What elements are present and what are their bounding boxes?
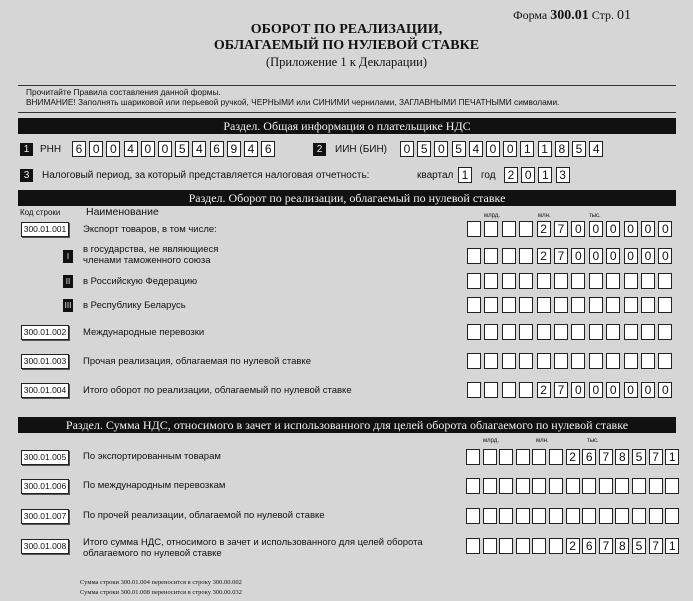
digit-cell[interactable]: 0 xyxy=(606,382,620,398)
title-line-1: ОБОРОТ ПО РЕАЛИЗАЦИИ, xyxy=(250,22,443,37)
note-line-1: Прочитайте Правила составления данной формы. xyxy=(26,87,221,97)
digit-cell[interactable] xyxy=(519,382,533,398)
digit-cell[interactable] xyxy=(516,478,530,494)
unit-mln: млн. xyxy=(536,438,549,444)
digit-cell[interactable]: 4 xyxy=(589,141,603,157)
digit-cell[interactable] xyxy=(554,324,568,340)
digit-cell[interactable] xyxy=(632,508,646,524)
digit-cell[interactable]: 0 xyxy=(434,141,448,157)
digit-cell[interactable] xyxy=(624,297,638,313)
digit-cell[interactable] xyxy=(571,324,585,340)
digit-cell[interactable] xyxy=(537,324,551,340)
year-label: год xyxy=(481,170,496,181)
form-label: Форма xyxy=(513,8,548,22)
digit-cell[interactable] xyxy=(483,508,497,524)
code-column-header: Код строки xyxy=(20,208,61,217)
digit-cell[interactable] xyxy=(467,248,481,264)
page-label: Стр. xyxy=(591,8,614,22)
digit-cell[interactable] xyxy=(582,478,596,494)
digit-cell[interactable] xyxy=(532,478,546,494)
title-line-2: ОБЛАГАЕМЫЙ ПО НУЛЕВОЙ СТАВКЕ xyxy=(213,38,480,53)
digit-cell[interactable]: 2 xyxy=(566,538,580,554)
row-name: членами таможенного союза xyxy=(83,255,211,266)
digit-cell[interactable]: 6 xyxy=(210,141,224,157)
digit-cell[interactable]: 2 xyxy=(537,221,551,237)
digit-cell[interactable] xyxy=(484,273,498,289)
digit-cell[interactable] xyxy=(502,297,516,313)
digit-cell[interactable]: 7 xyxy=(554,248,568,264)
digit-cell[interactable] xyxy=(658,324,672,340)
digit-cell[interactable]: 8 xyxy=(615,538,629,554)
digit-cell[interactable] xyxy=(484,221,498,237)
digit-cell[interactable] xyxy=(649,508,663,524)
footer-note-1: Сумма строки 300.01.004 переносится в строку 300.00.002 xyxy=(80,579,242,586)
divider xyxy=(18,85,676,86)
digit-cell[interactable]: 0 xyxy=(658,221,672,237)
digit-cell[interactable] xyxy=(554,297,568,313)
digit-cell[interactable] xyxy=(467,382,481,398)
row-roman-number: II xyxy=(63,275,73,288)
digit-cell[interactable] xyxy=(549,478,563,494)
digit-cell[interactable] xyxy=(589,353,603,369)
digit-cell[interactable]: 0 xyxy=(89,141,103,157)
digit-cell[interactable] xyxy=(483,478,497,494)
digit-cell[interactable]: 0 xyxy=(486,141,500,157)
digit-cell[interactable] xyxy=(484,353,498,369)
row-name: Прочая реализация, облагаемая по нулевой ставке xyxy=(83,356,311,367)
digit-cell[interactable]: 0 xyxy=(589,382,603,398)
row-name: облагаемого по нулевой ставке xyxy=(83,548,222,559)
digit-cell[interactable] xyxy=(466,508,480,524)
digit-cell[interactable] xyxy=(615,478,629,494)
digit-cell[interactable] xyxy=(519,353,533,369)
digit-cell[interactable] xyxy=(519,248,533,264)
unit-mlrd: млрд. xyxy=(484,213,500,219)
unit-tys: тыс. xyxy=(587,438,599,444)
digit-cell[interactable]: 0 xyxy=(571,382,585,398)
digit-cell[interactable] xyxy=(606,324,620,340)
digit-cell[interactable] xyxy=(467,273,481,289)
row-name: в государства, не являющиеся xyxy=(83,244,219,255)
digit-cell[interactable]: 7 xyxy=(599,538,613,554)
row-name: По международным перевозкам xyxy=(83,480,226,491)
digit-cell[interactable] xyxy=(502,248,516,264)
digit-cell[interactable] xyxy=(483,538,497,554)
digit-cell[interactable] xyxy=(532,449,546,465)
digit-cell[interactable]: 2 xyxy=(504,167,518,183)
unit-mlrd: млрд. xyxy=(483,438,499,444)
digit-cell[interactable] xyxy=(502,324,516,340)
digit-cell[interactable] xyxy=(499,508,513,524)
digit-cell[interactable]: 0 xyxy=(571,221,585,237)
digit-cell[interactable] xyxy=(589,273,603,289)
digit-cell[interactable]: 0 xyxy=(589,248,603,264)
row-roman-number: I xyxy=(63,250,73,263)
form-number-value: 300.01 xyxy=(550,8,589,23)
digit-cell[interactable] xyxy=(624,353,638,369)
digit-cell[interactable]: 6 xyxy=(261,141,275,157)
digit-cell[interactable]: 2 xyxy=(566,449,580,465)
row-name: в Российскую Федерацию xyxy=(83,276,198,287)
digit-cell[interactable] xyxy=(566,478,580,494)
quarter-input[interactable]: 1 xyxy=(458,167,472,183)
digit-cell[interactable] xyxy=(549,538,563,554)
digit-cell[interactable]: 0 xyxy=(658,382,672,398)
digit-cell[interactable] xyxy=(519,221,533,237)
row-code: 300.01.003 xyxy=(21,354,69,369)
digit-cell[interactable]: 0 xyxy=(624,382,638,398)
field-number-1: 1 xyxy=(20,143,33,156)
digit-cell[interactable] xyxy=(589,297,603,313)
unit-mln: млн. xyxy=(538,213,551,219)
digit-cell[interactable] xyxy=(632,478,646,494)
digit-cell[interactable] xyxy=(484,297,498,313)
digit-cell[interactable] xyxy=(566,508,580,524)
digit-cell[interactable] xyxy=(467,324,481,340)
digit-cell[interactable] xyxy=(532,538,546,554)
row-code: 300.01.006 xyxy=(21,479,69,494)
digit-cell[interactable]: 0 xyxy=(624,248,638,264)
digit-cell[interactable] xyxy=(641,297,655,313)
row-name: Итого оборот по реализации, облагаемый по нулевой ставке xyxy=(83,385,352,396)
digit-cell[interactable]: 0 xyxy=(503,141,517,157)
digit-cell[interactable]: 5 xyxy=(452,141,466,157)
digit-cell[interactable]: 4 xyxy=(244,141,258,157)
digit-cell[interactable]: 2 xyxy=(537,382,551,398)
row-name: Экспорт товаров, в том числе: xyxy=(83,224,217,235)
digit-cell[interactable] xyxy=(499,478,513,494)
digit-cell[interactable] xyxy=(549,508,563,524)
digit-cell[interactable]: 0 xyxy=(589,221,603,237)
digit-cell[interactable] xyxy=(649,478,663,494)
digit-cell[interactable] xyxy=(537,353,551,369)
digit-cell[interactable] xyxy=(641,353,655,369)
digit-cell[interactable]: 1 xyxy=(520,141,534,157)
subtitle: (Приложение 1 к Декларации) xyxy=(265,55,428,69)
field-number-3: 3 xyxy=(20,169,33,182)
digit-cell[interactable]: 0 xyxy=(106,141,120,157)
digit-cell[interactable] xyxy=(549,449,563,465)
row-name: Международные перевозки xyxy=(83,327,205,338)
digit-cell[interactable] xyxy=(658,273,672,289)
digit-cell[interactable] xyxy=(554,353,568,369)
digit-cell[interactable]: 5 xyxy=(417,141,431,157)
section-vat-header: Раздел. Сумма НДС, относимого в зачет и использованного для целей оборота облагаемого по нулевой ставке xyxy=(18,417,676,433)
row-name: По прочей реализации, облагаемой по нулевой ставке xyxy=(83,510,325,521)
quarter-label: квартал xyxy=(417,170,454,181)
digit-cell[interactable] xyxy=(519,324,533,340)
digit-cell[interactable] xyxy=(589,324,603,340)
digit-cell[interactable]: 3 xyxy=(556,167,570,183)
digit-cell[interactable]: 5 xyxy=(175,141,189,157)
digit-cell[interactable] xyxy=(606,297,620,313)
digit-cell[interactable] xyxy=(532,508,546,524)
digit-cell[interactable] xyxy=(641,324,655,340)
digit-cell[interactable] xyxy=(599,478,613,494)
row-code: 300.01.002 xyxy=(21,325,69,340)
digit-cell[interactable] xyxy=(615,508,629,524)
digit-cell[interactable] xyxy=(466,449,480,465)
digit-cell[interactable] xyxy=(606,273,620,289)
digit-cell[interactable] xyxy=(467,297,481,313)
digit-cell[interactable] xyxy=(665,508,679,524)
digit-cell[interactable]: 8 xyxy=(555,141,569,157)
iin-label: ИИН (БИН) xyxy=(335,144,388,155)
period-label: Налоговый период, за который представляется налоговая отчетность: xyxy=(42,170,370,181)
digit-cell[interactable] xyxy=(466,538,480,554)
digit-cell[interactable] xyxy=(582,508,596,524)
row-code: 300.01.007 xyxy=(21,509,69,524)
digit-cell[interactable] xyxy=(624,324,638,340)
digit-cell[interactable] xyxy=(519,273,533,289)
digit-cell[interactable] xyxy=(516,508,530,524)
digit-cell[interactable] xyxy=(502,273,516,289)
digit-cell[interactable]: 0 xyxy=(658,248,672,264)
row-code: 300.01.004 xyxy=(21,383,69,398)
digit-cell[interactable]: 2 xyxy=(537,248,551,264)
digit-cell[interactable] xyxy=(499,449,513,465)
digit-cell[interactable] xyxy=(554,273,568,289)
note-line-2: ВНИМАНИЕ! Заполнять шариковой или перьевой ручкой, ЧЕРНЫМИ или СИНИМИ чернилами, ЗАГЛАВНЫМИ ПЕЧАТНЫМИ символами. xyxy=(26,97,560,107)
digit-cell[interactable]: 7 xyxy=(554,221,568,237)
digit-cell[interactable] xyxy=(502,353,516,369)
digit-cell[interactable]: 0 xyxy=(606,221,620,237)
digit-cell[interactable] xyxy=(466,478,480,494)
digit-cell[interactable]: 0 xyxy=(141,141,155,157)
digit-cell[interactable] xyxy=(665,478,679,494)
page-number-value: 01 xyxy=(617,8,631,23)
digit-cell[interactable] xyxy=(571,273,585,289)
row-name: в Республику Беларусь xyxy=(83,300,186,311)
digit-cell[interactable] xyxy=(499,538,513,554)
digit-cell[interactable]: 5 xyxy=(632,449,646,465)
digit-cell[interactable]: 5 xyxy=(572,141,586,157)
digit-cell[interactable] xyxy=(537,297,551,313)
digit-cell[interactable]: 9 xyxy=(227,141,241,157)
digit-cell[interactable]: 5 xyxy=(632,538,646,554)
digit-cell[interactable] xyxy=(502,221,516,237)
digit-cell[interactable] xyxy=(658,353,672,369)
digit-cell[interactable] xyxy=(641,273,655,289)
digit-cell[interactable]: 0 xyxy=(606,248,620,264)
digit-cell[interactable]: 0 xyxy=(641,221,655,237)
digit-cell[interactable]: 4 xyxy=(192,141,206,157)
digit-cell[interactable] xyxy=(516,538,530,554)
digit-cell[interactable] xyxy=(516,449,530,465)
divider xyxy=(18,112,676,113)
digit-cell[interactable]: 1 xyxy=(538,141,552,157)
digit-cell[interactable]: 0 xyxy=(158,141,172,157)
digit-cell[interactable] xyxy=(502,382,516,398)
digit-cell[interactable]: 6 xyxy=(582,538,596,554)
field-number-2: 2 xyxy=(313,143,326,156)
digit-cell[interactable] xyxy=(484,248,498,264)
digit-cell[interactable] xyxy=(624,273,638,289)
digit-cell[interactable]: 1 xyxy=(665,449,679,465)
digit-cell[interactable]: 0 xyxy=(641,248,655,264)
row-roman-number: III xyxy=(64,301,72,310)
digit-cell[interactable]: 8 xyxy=(615,449,629,465)
digit-cell[interactable] xyxy=(483,449,497,465)
digit-cell[interactable]: 7 xyxy=(649,538,663,554)
digit-cell[interactable]: 6 xyxy=(72,141,86,157)
digit-cell[interactable]: 0 xyxy=(624,221,638,237)
digit-cell[interactable] xyxy=(571,353,585,369)
digit-cell[interactable]: 1 xyxy=(665,538,679,554)
digit-cell[interactable]: 0 xyxy=(571,248,585,264)
section-general-info-header: Раздел. Общая информация о плательщике НДС xyxy=(18,118,676,134)
footer-note-2: Сумма строки 300.01.008 переносится в строку 300.00.032 xyxy=(80,589,242,596)
digit-cell[interactable]: 0 xyxy=(521,167,535,183)
digit-cell[interactable] xyxy=(599,508,613,524)
digit-cell[interactable] xyxy=(658,297,672,313)
digit-cell[interactable]: 0 xyxy=(641,382,655,398)
digit-cell[interactable] xyxy=(484,382,498,398)
digit-cell[interactable]: 0 xyxy=(400,141,414,157)
digit-cell[interactable]: 7 xyxy=(554,382,568,398)
digit-cell[interactable]: 7 xyxy=(599,449,613,465)
row-code: 300.01.005 xyxy=(21,450,69,465)
section-turnover-header: Раздел. Оборот по реализации, облагаемый по нулевой ставке xyxy=(18,190,676,206)
rnn-label: РНН xyxy=(40,144,62,155)
row-name: По экспортированным товарам xyxy=(83,451,221,462)
digit-cell[interactable] xyxy=(467,353,481,369)
name-column-header: Наименование xyxy=(86,206,159,218)
digit-cell[interactable] xyxy=(537,273,551,289)
digit-cell[interactable]: 7 xyxy=(649,449,663,465)
digit-cell[interactable] xyxy=(606,353,620,369)
digit-cell[interactable] xyxy=(519,297,533,313)
digit-cell[interactable]: 4 xyxy=(469,141,483,157)
digit-cell[interactable]: 4 xyxy=(124,141,138,157)
row-code: 300.01.001 xyxy=(21,222,69,237)
digit-cell[interactable] xyxy=(484,324,498,340)
digit-cell[interactable]: 6 xyxy=(582,449,596,465)
digit-cell[interactable] xyxy=(467,221,481,237)
row-name: Итого сумма НДС, относимого в зачет и использованного для целей оборота xyxy=(83,537,423,548)
digit-cell[interactable]: 1 xyxy=(538,167,552,183)
unit-tys: тыс. xyxy=(589,213,601,219)
digit-cell[interactable] xyxy=(571,297,585,313)
row-code: 300.01.008 xyxy=(21,539,69,554)
